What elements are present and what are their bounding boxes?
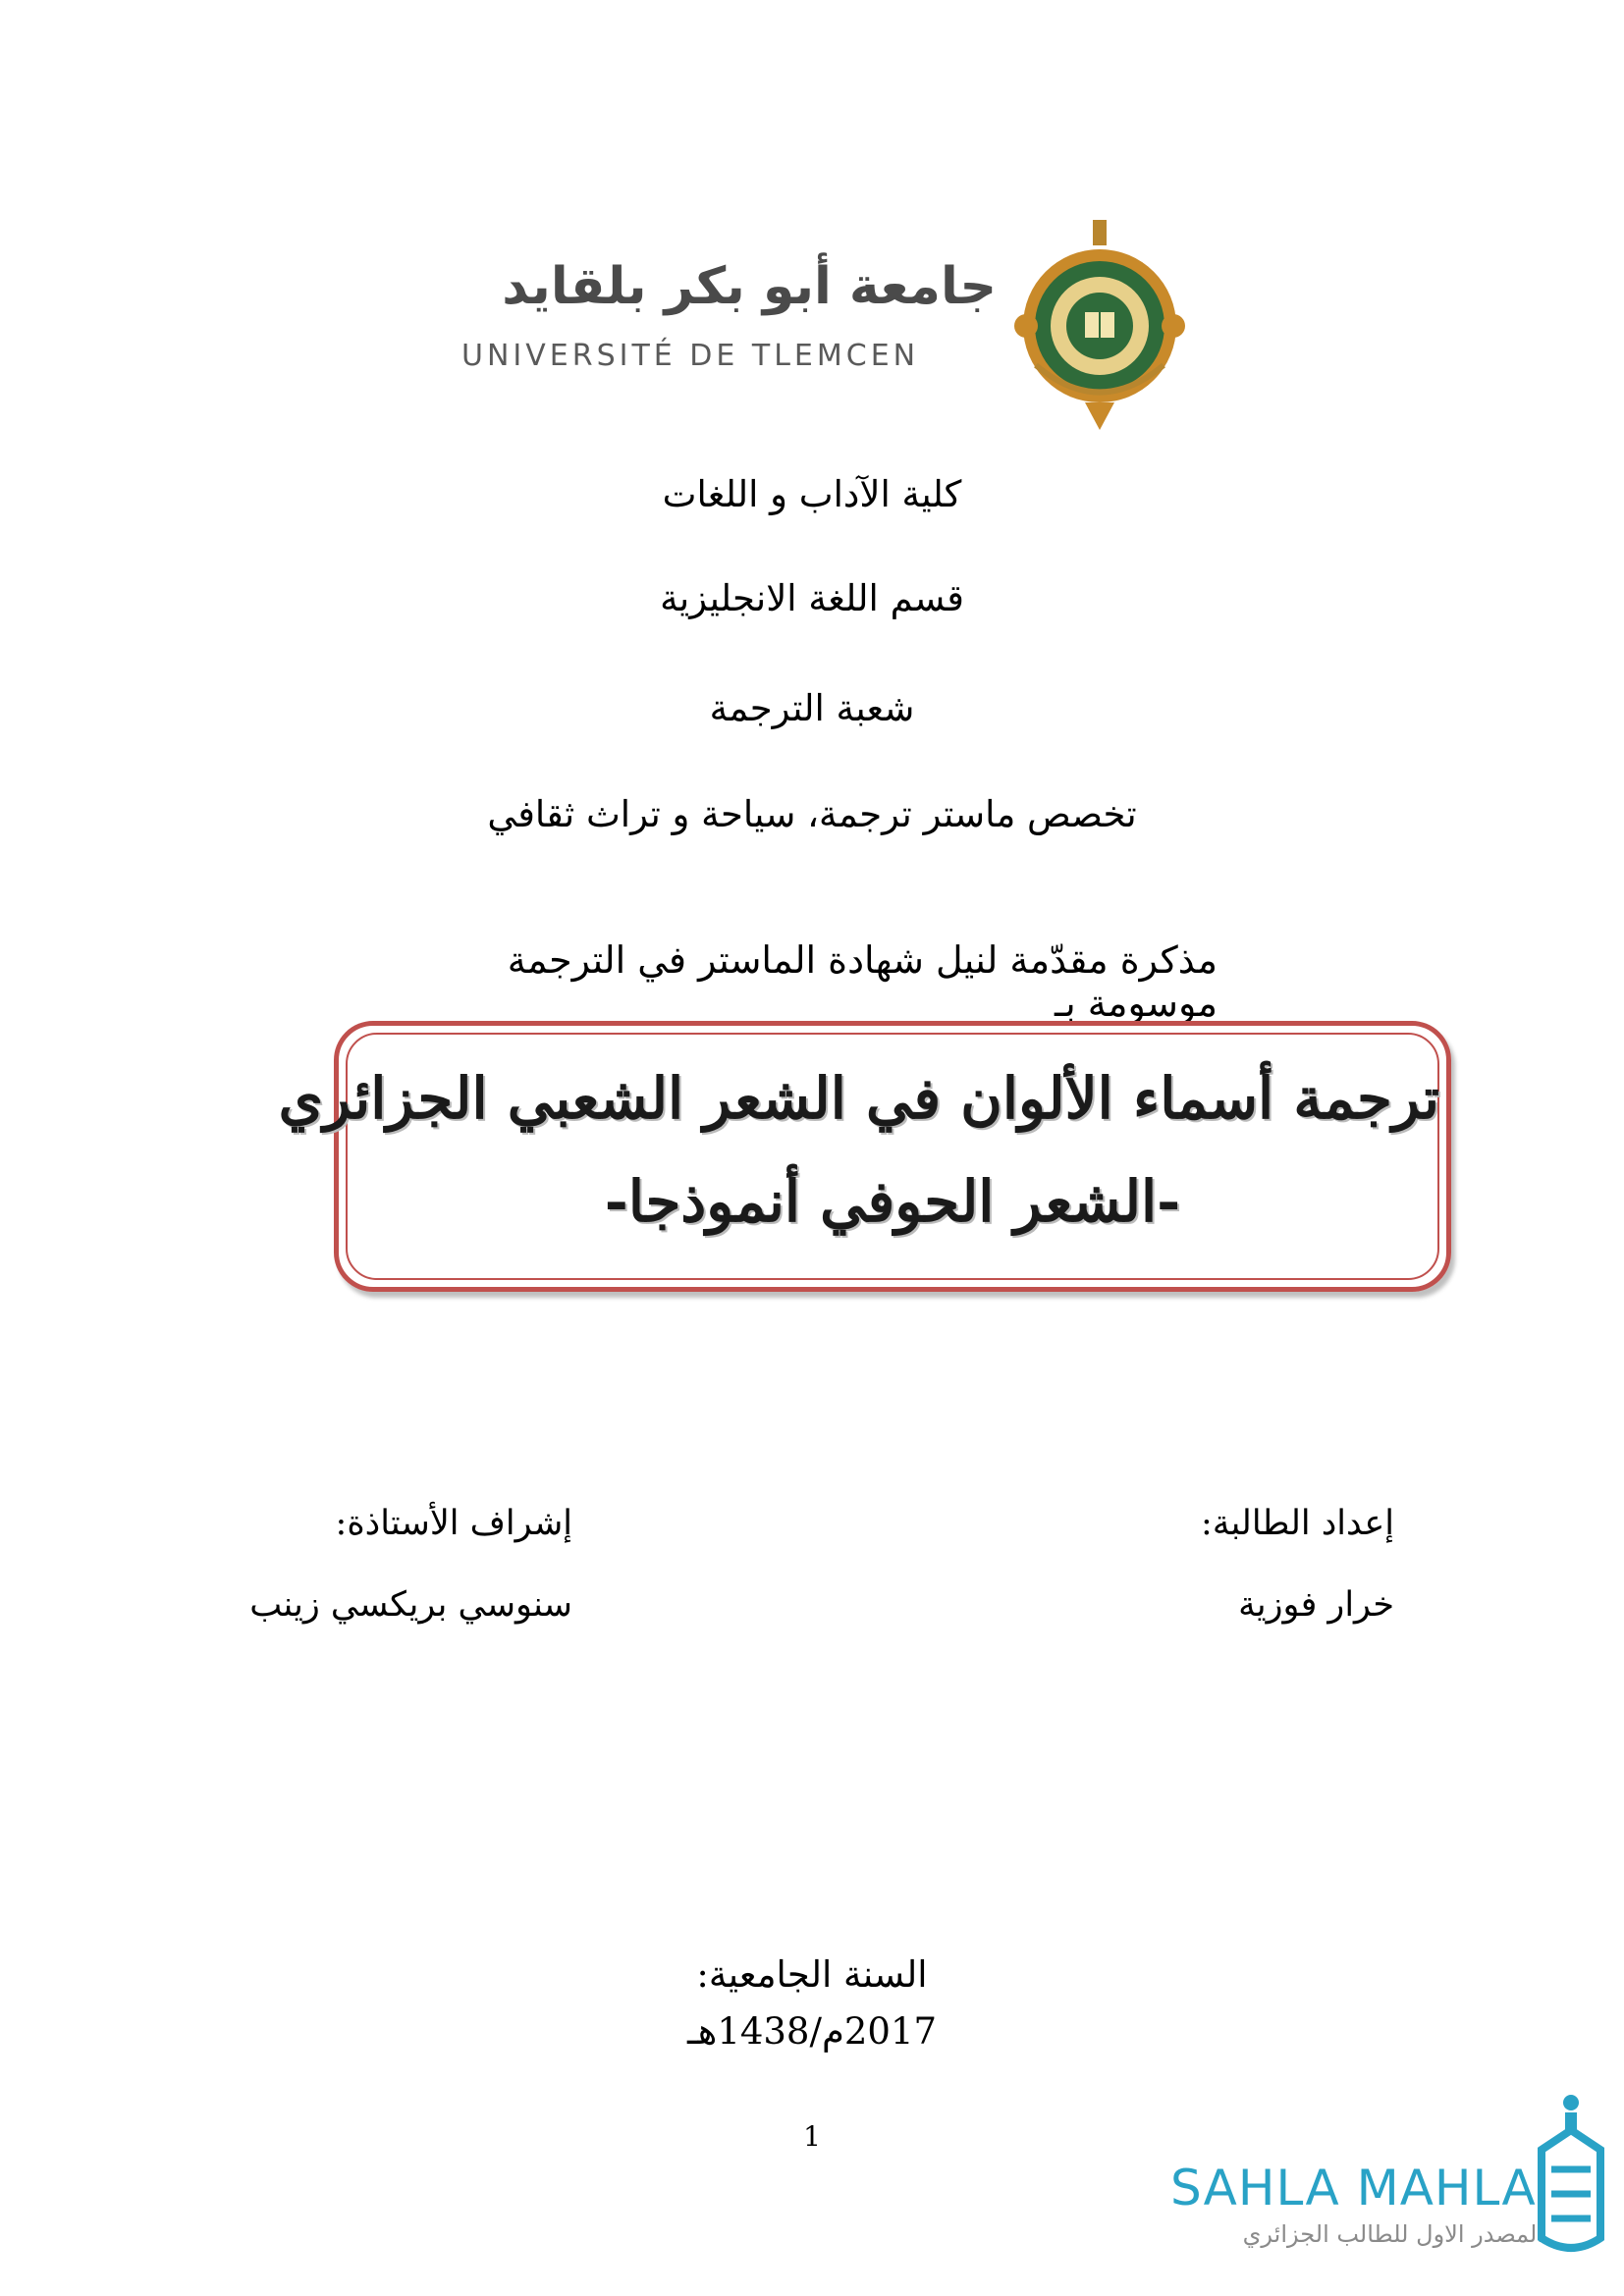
- branch-name: شعبة الترجمة: [709, 687, 915, 729]
- supervisor-name: سنوسي بريكسي زينب: [249, 1585, 572, 1625]
- student-label: إعداد الطالبة:: [1201, 1504, 1394, 1543]
- watermark-brand: SAHLA MAHLA: [1170, 2160, 1537, 2216]
- page-number: 1: [803, 2120, 821, 2153]
- academic-year-value: 2017م/1438هـ: [686, 2010, 938, 2053]
- student-name: خرار فوزية: [1238, 1585, 1394, 1625]
- university-name-arabic: جامعة أبو بكر بلقايد: [502, 257, 997, 316]
- university-seal-icon: [1006, 218, 1193, 434]
- supervisor-label: إشراف الأستاذة:: [335, 1504, 572, 1543]
- academic-year-label: السنة الجامعية:: [696, 1953, 928, 1996]
- university-name-french: UNIVERSITÉ DE TLEMCEN: [461, 339, 920, 373]
- thesis-title-line-1: ترجمة أسماء الألوان في الشعر الشعبي الجزائري: [278, 1065, 1439, 1132]
- faculty-name: كلية الآداب و اللغات: [662, 473, 962, 515]
- memo-statement: مذكرة مقدّمة لنيل شهادة الماستر في الترجمة موسومة بـ: [507, 938, 1218, 1025]
- speciality-name: تخصص ماستر ترجمة، سياحة و تراث ثقافي: [487, 793, 1137, 835]
- watermark-tagline: المصدر الاول للطالب الجزائري: [1242, 2220, 1543, 2248]
- department-name: قسم اللغة الانجليزية: [660, 577, 964, 619]
- thesis-title-line-2: -الشعر الحوفي أنموذجا-: [604, 1168, 1181, 1235]
- watermark-logo-icon: [1532, 2091, 1610, 2258]
